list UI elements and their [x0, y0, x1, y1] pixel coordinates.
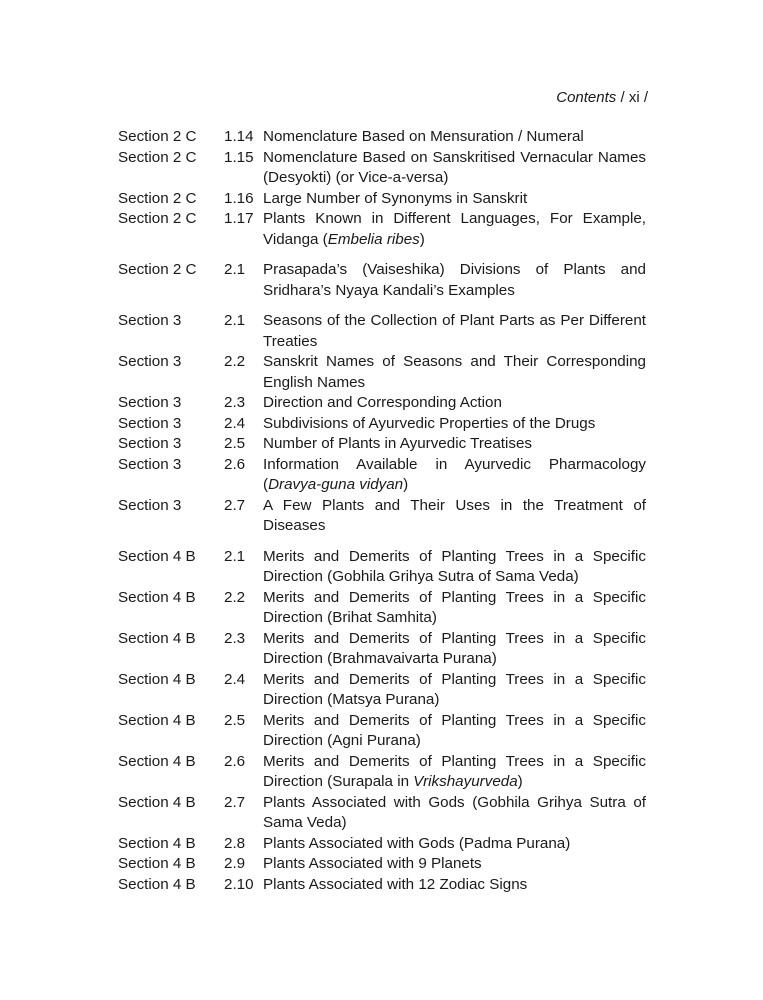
toc-entry-title-part: Large Number of Synonyms in Sanskrit	[263, 189, 528, 207]
toc-entry-number: 2.7	[224, 793, 246, 811]
toc-entry-section: Section 2 C	[118, 210, 197, 227]
toc-entry-title	[263, 127, 646, 148]
toc-entry-title	[263, 455, 646, 496]
toc-entry-number: 2.1	[224, 547, 246, 565]
toc-entry-number: 2.2	[224, 588, 246, 606]
toc-entry	[118, 352, 646, 393]
toc-entry-number: 2.4	[224, 414, 246, 432]
toc-entry	[118, 670, 646, 711]
toc-entry-number: 2.5	[224, 711, 246, 729]
toc-entry-title-part: Direction and Corresponding Action	[263, 394, 502, 411]
toc-entry-title	[263, 414, 646, 435]
toc-entry	[118, 127, 646, 148]
toc-entry-title	[263, 854, 646, 875]
toc-entry-title-part: Plants Associated with 12 Zodiac Signs	[263, 875, 528, 893]
toc-entry-title	[263, 834, 646, 855]
toc-entry-title-part: Sanskrit Names of Seasons and Their Corresponding English Names	[263, 353, 646, 391]
toc-entry-section: Section 4 B	[118, 670, 196, 688]
toc-entry	[118, 189, 646, 210]
toc-entry-number: 2.10	[224, 875, 254, 893]
toc-entry-title	[263, 496, 646, 537]
toc-entry-title-italic-part: Vrikshayurveda	[413, 773, 518, 790]
toc-entry-title-italic-part: Embelia ribes	[327, 230, 420, 248]
running-header-separator: /	[620, 89, 625, 106]
table-of-contents-list	[118, 127, 646, 895]
toc-entry-title-part: Prasapada’s (Vaiseshika) Divisions of Plants and Sridhara’s Nyaya Kandali’s Examples	[263, 261, 646, 299]
toc-entry-title-part: Seasons of the Collection of Plant Parts as Per Different Treaties	[263, 312, 646, 350]
toc-entry-title	[263, 352, 646, 393]
toc-entry-section: Section 4 B	[118, 875, 196, 893]
toc-entry-section: Section 4 B	[118, 711, 196, 729]
toc-entry-title	[263, 189, 646, 210]
toc-entry-number: 2.2	[224, 353, 246, 370]
toc-entry	[118, 148, 646, 189]
toc-entry-title-part: A Few Plants and Their Uses in the Treatment of Diseases	[263, 496, 646, 534]
toc-entry-section: Section 2 C	[118, 128, 197, 145]
toc-entry-title-part: Merits and Demerits of Planting Trees in a Specific Direction (Brahmavaivarta Purana)	[263, 629, 646, 667]
toc-entry-title	[263, 434, 646, 455]
toc-entry-number: 1.15	[224, 148, 254, 166]
toc-entry-section: Section 4 B	[118, 855, 196, 872]
toc-entry-number: 2.6	[224, 752, 246, 770]
toc-entry-title-part: Merits and Demerits of Planting Trees in a Specific Direction (Gobhila Grihya Sutra of Sama Veda)	[263, 547, 646, 585]
toc-entry	[118, 711, 646, 752]
toc-entry-title	[263, 311, 646, 352]
toc-entry-title-part: Subdivisions of Ayurvedic Properties of the Drugs	[263, 414, 596, 432]
toc-entry	[118, 393, 646, 414]
toc-entry-title-part: Merits and Demerits of Planting Trees in a Specific Direction (Matsya Purana)	[263, 670, 646, 708]
toc-entry-section: Section 3	[118, 435, 182, 452]
toc-entry-section: Section 4 B	[118, 752, 196, 770]
toc-entry-title	[263, 670, 646, 711]
toc-entry-title	[263, 629, 646, 670]
toc-entry	[118, 311, 646, 352]
toc-entry-number: 2.1	[224, 312, 246, 329]
toc-entry-title-part: Nomenclature Based on Mensuration / Numeral	[263, 128, 584, 145]
page-number: xi	[628, 89, 640, 106]
toc-entry-title-part: )	[419, 230, 425, 248]
toc-entry-section: Section 4 B	[118, 629, 196, 647]
toc-entry	[118, 588, 646, 629]
toc-entry-section: Section 3	[118, 414, 182, 432]
toc-entry-number: 2.7	[224, 496, 246, 514]
toc-entry-section: Section 3	[118, 394, 182, 411]
toc-entry-title-part: Information Available in Ayurvedic Pharmacology (	[263, 455, 646, 493]
toc-entry-title	[263, 793, 646, 834]
toc-entry-number: 1.17	[224, 210, 254, 227]
toc-entry-section: Section 3	[118, 496, 182, 514]
toc-entry-section: Section 4 B	[118, 834, 196, 852]
toc-entry-section: Section 2 C	[118, 148, 197, 166]
toc-entry	[118, 547, 646, 588]
toc-entry-number: 2.8	[224, 834, 246, 852]
toc-entry-title-part: Merits and Demerits of Planting Trees in a Specific Direction (Brihat Samhita)	[263, 588, 646, 626]
toc-entry-number: 2.9	[224, 855, 246, 872]
toc-entry-number: 2.3	[224, 629, 246, 647]
toc-entry-number: 1.14	[224, 128, 254, 145]
toc-entry-title	[263, 711, 646, 752]
toc-entry-section: Section 3	[118, 353, 182, 370]
toc-entry-section: Section 4 B	[118, 547, 196, 565]
toc-entry-title	[263, 752, 646, 793]
toc-entry-number: 2.5	[224, 435, 246, 452]
toc-entry	[118, 496, 646, 537]
toc-entry-title	[263, 209, 646, 250]
running-header-title: Contents	[556, 89, 617, 106]
toc-entry-title-part: Number of Plants in Ayurvedic Treatises	[263, 435, 532, 452]
toc-entry-number: 2.4	[224, 670, 246, 688]
toc-entry	[118, 854, 646, 875]
toc-entry	[118, 434, 646, 455]
toc-entry-number: 1.16	[224, 189, 254, 207]
toc-entry-title-part: Merits and Demerits of Planting Trees in a Specific Direction (Agni Purana)	[263, 711, 646, 749]
toc-entry-title	[263, 588, 646, 629]
toc-entry-title-part: Merits and Demerits of Planting Trees in a Specific Direction (Surapala in	[263, 752, 646, 790]
toc-entry	[118, 752, 646, 793]
toc-entry-section: Section 4 B	[118, 588, 196, 606]
toc-entry-title-part: )	[403, 476, 409, 493]
toc-entry-title-part: Plants Known in Different Languages, For Example, Vidanga (	[263, 210, 646, 248]
toc-entry-title-part: Plants Associated with Gods (Padma Purana)	[263, 834, 571, 852]
toc-entry	[118, 414, 646, 435]
toc-entry-title-part: )	[517, 773, 523, 790]
toc-entry	[118, 834, 646, 855]
toc-entry-title	[263, 547, 646, 588]
toc-entry-number: 2.3	[224, 394, 246, 411]
toc-entry-number: 2.6	[224, 455, 246, 473]
toc-entry-section: Section 4 B	[118, 793, 196, 811]
toc-entry-number: 2.1	[224, 261, 246, 278]
toc-entry-title	[263, 393, 646, 414]
toc-entry	[118, 793, 646, 834]
toc-entry	[118, 875, 646, 896]
toc-entry	[118, 260, 646, 301]
toc-entry-title	[263, 875, 646, 896]
toc-entry	[118, 455, 646, 496]
toc-entry	[118, 209, 646, 250]
toc-entry-section: Section 3	[118, 312, 182, 329]
toc-entry-section: Section 2 C	[118, 189, 197, 207]
toc-entry-title-part: Nomenclature Based on Sanskritised Vernacular Names (Desyokti) (or Vice-a-versa)	[263, 148, 646, 186]
toc-entry-section: Section 3	[118, 455, 182, 473]
toc-entry	[118, 629, 646, 670]
toc-entry-title-part: Plants Associated with 9 Planets	[263, 855, 482, 872]
toc-entry-title-part: Plants Associated with Gods (Gobhila Grihya Sutra of Sama Veda)	[263, 793, 646, 831]
running-header	[556, 89, 648, 107]
toc-entry-title-italic-part: Dravya-guna vidyan	[268, 476, 404, 493]
toc-entry-title	[263, 260, 646, 301]
toc-entry-title	[263, 148, 646, 189]
running-header-trailing-separator: /	[643, 89, 648, 106]
toc-entry-section: Section 2 C	[118, 261, 197, 278]
